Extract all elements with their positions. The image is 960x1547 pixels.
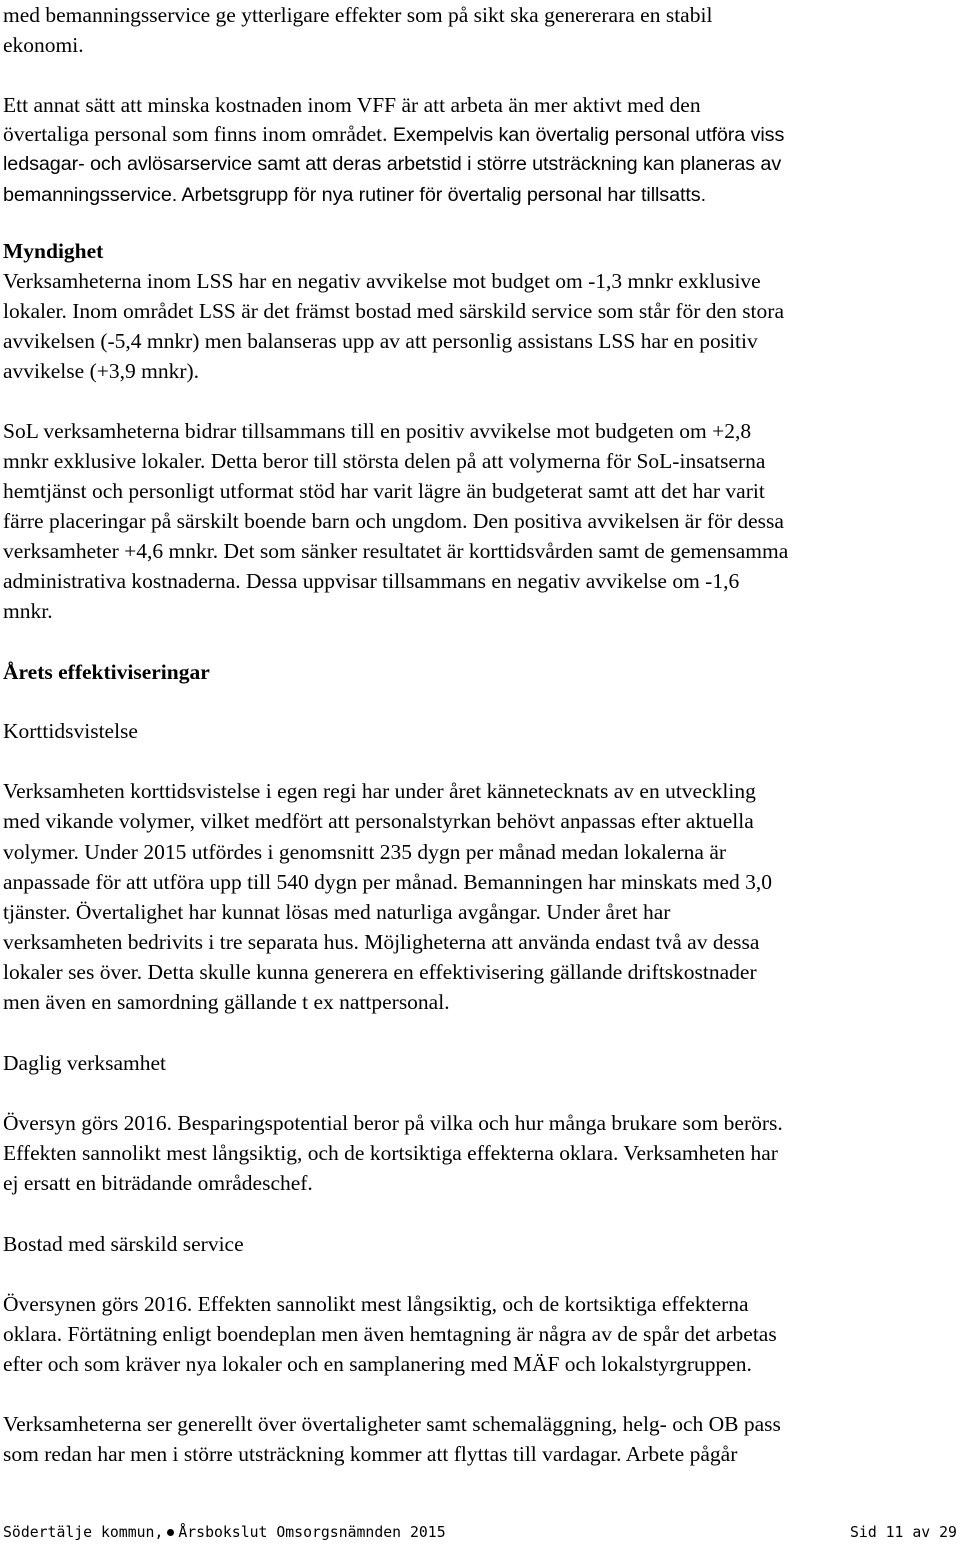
footer-report-title: Årsbokslut Omsorgsnämnden 2015 [178, 1524, 446, 1541]
text-line: bemanningsservice. Arbetsgrupp för nya rutiner för övertalig personal har tillsatts. [3, 184, 706, 206]
text-line: Översyn görs 2016. Besparingspotential beror på vilka och hur många brukare som berörs. [3, 1111, 783, 1135]
subheading-korttidsvistelse: Korttidsvistelse [3, 719, 138, 743]
text-line: ekonomi. [3, 33, 84, 57]
footer-page-number: Sid 11 av 29 [850, 1524, 957, 1541]
text-line: Ett annat sätt att minska kostnaden inom VFF är att arbeta än mer aktivt med den [3, 93, 701, 117]
footer-organization: Södertälje kommun, [3, 1524, 164, 1541]
section-heading-arets-effektiviseringar: Årets effektiviseringar [3, 660, 210, 684]
subheading-bostad-med-sarskild-service: Bostad med särskild service [3, 1232, 244, 1256]
text-line: verksamheten bedrivits i tre separata hus. Möjligheterna att använda endast två av dessa [3, 930, 760, 954]
text-line: färre placeringar på särskilt boende barn och ungdom. Den positiva avvikelsen är för dessa [3, 509, 784, 533]
text-line: med vikande volymer, vilket medfört att personalstyrkan behövt anpassas efter aktuella [3, 809, 754, 833]
text-line: lokaler. Inom området LSS är det främst bostad med särskild service som står för den stora [3, 299, 784, 323]
text-line: ej ersatt en biträdande områdeschef. [3, 1171, 313, 1195]
text-line: med bemanningsservice ge ytterligare effekter som på sikt ska genererara en stabil [3, 3, 713, 27]
text-line: Verksamheterna inom LSS har en negativ avvikelse mot budget om -1,3 mnkr exklusive [3, 269, 761, 293]
text-line: administrativa kostnaderna. Dessa uppvisar tillsammans en negativ avvikelse om -1,6 [3, 569, 740, 593]
text-line: som redan har men i större utsträckning kommer att flyttas till vardagar. Arbete pågår [3, 1442, 738, 1466]
text-line: efter och som kräver nya lokaler och en samplanering med MÄF och lokalstyrgruppen. [3, 1352, 752, 1376]
text-line: mnkr exklusive lokaler. Detta beror till största delen på att volymerna för SoL-insatserna [3, 449, 766, 473]
text-line: hemtjänst och personligt utformat stöd har varit lägre än budgeterat samt att det har varit [3, 479, 765, 503]
section-heading-myndighet: Myndighet [3, 239, 104, 263]
text-line: oklara. Förtätning enligt boendeplan men även hemtagning är några av de spår det arbetas [3, 1322, 777, 1346]
text-line: lokaler ses över. Detta skulle kunna generera en effektivisering gällande driftskostnader [3, 960, 757, 984]
text-line: mnkr. [3, 599, 53, 623]
text-line: SoL verksamheterna bidrar tillsammans till en positiv avvikelse mot budgeten om +2,8 [3, 419, 752, 443]
text-line: Verksamheten korttidsvistelse i egen regi har under året kännetecknats av en utveckling [3, 779, 756, 803]
text-line: tjänster. Övertalighet har kunnat lösas med naturliga avgångar. Under året har [3, 900, 671, 924]
text-line: avvikelsen (-5,4 mnkr) men balanseras upp av att personlig assistans LSS har en positiv [3, 329, 758, 353]
text-line: Verksamheterna ser generellt över övertaligheter samt schemaläggning, helg- och OB pass [3, 1412, 781, 1436]
footer [3, 1524, 446, 1542]
subheading-daglig-verksamhet: Daglig verksamhet [3, 1051, 166, 1075]
text-line: övertaliga personal som finns inom området. Exempelvis kan övertalig personal utföra viss [3, 122, 785, 146]
text-line: men även en samordning gällande t ex nattpersonal. [3, 990, 450, 1014]
text-line: anpassade för att utföra upp till 540 dygn per månad. Bemanningen har minskats med 3,0 [3, 870, 773, 894]
text-line: volymer. Under 2015 utfördes i genomsnitt 235 dygn per månad medan lokalerna är [3, 840, 727, 864]
text-line: avvikelse (+3,9 mnkr). [3, 359, 200, 383]
text-line: Översynen görs 2016. Effekten sannolikt mest långsiktig, och de kortsiktiga effekterna [3, 1292, 749, 1316]
text-line: verksamheter +4,6 mnkr. Det som sänker resultatet är korttidsvården samt de gemensamma [3, 539, 789, 563]
text-line: ledsagar- och avlösarservice samt att deras arbetstid i större utsträckning kan planeras av [3, 153, 782, 175]
bullet-icon [167, 1529, 174, 1536]
text-line: Effekten sannolikt mest långsiktig, och de kortsiktiga effekterna oklara. Verksamheten har [3, 1141, 778, 1165]
